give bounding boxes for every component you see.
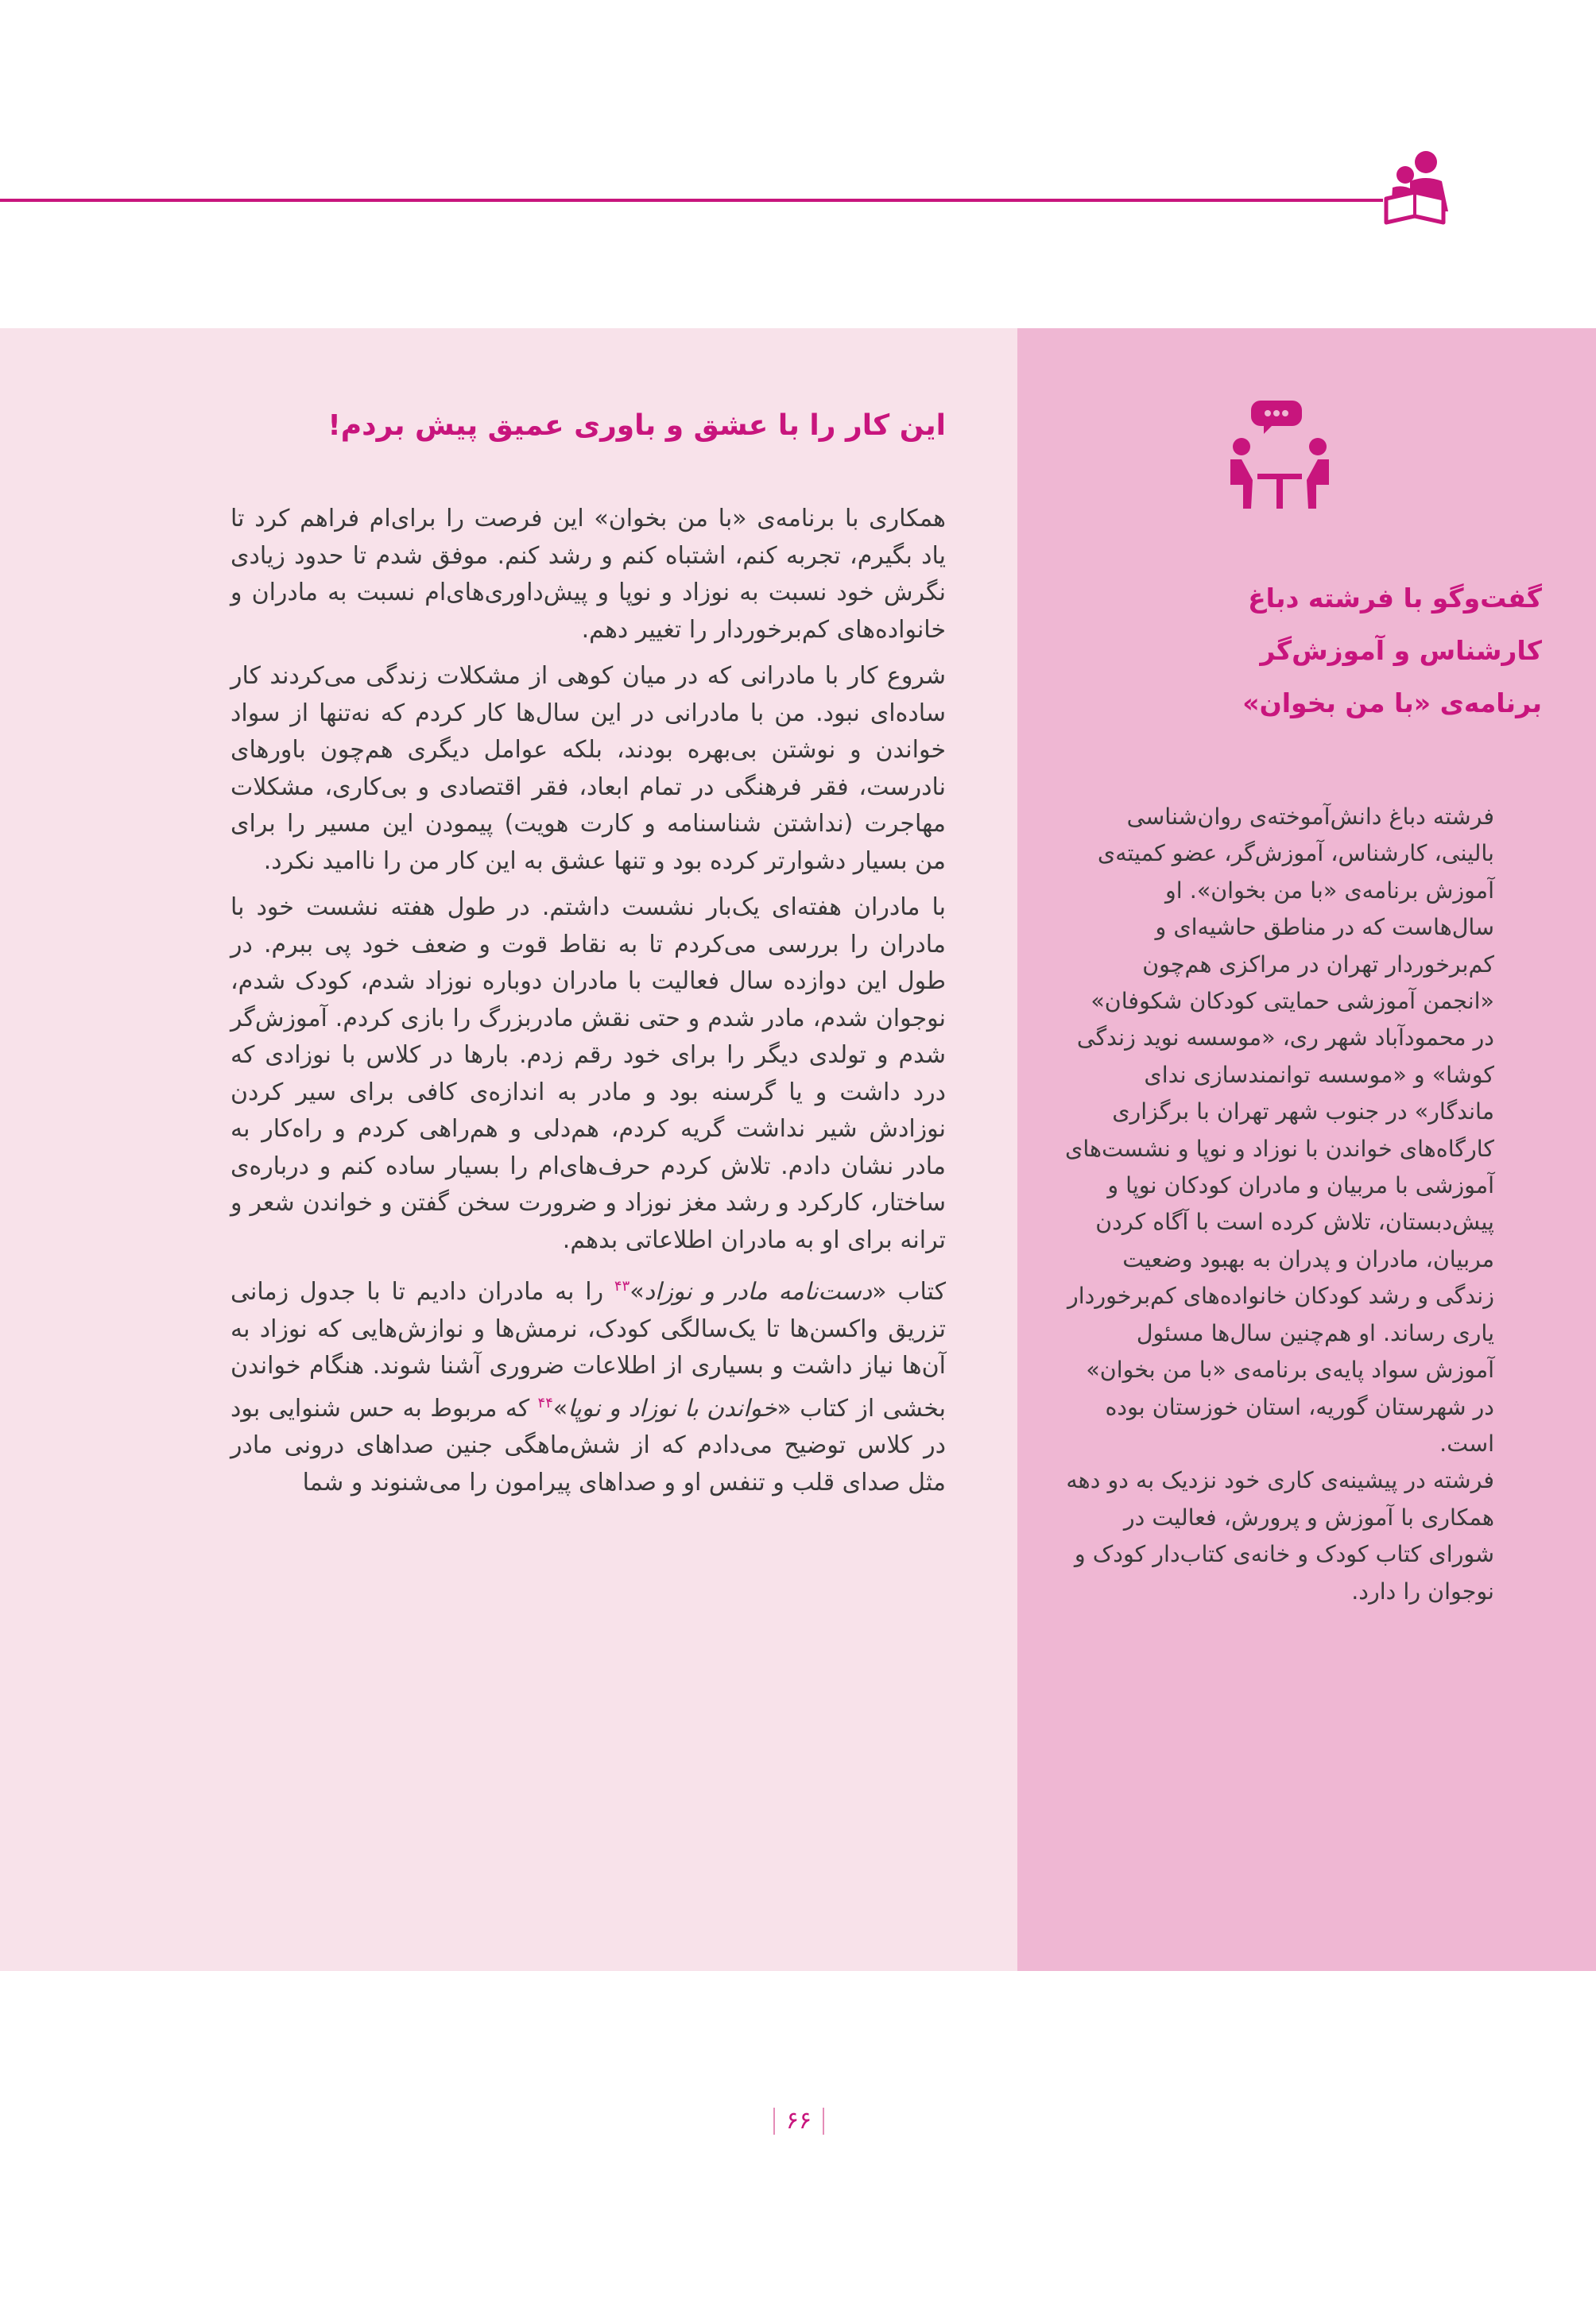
text-segment: » xyxy=(629,1278,645,1306)
reading-people-logo-icon xyxy=(1375,143,1462,230)
article-body xyxy=(230,501,946,1511)
text-segment: کتاب « xyxy=(872,1278,947,1306)
bio-paragraph-2: فرشته در پیشینه‌ی کاری خود نزدیک به دو دهه همکاری با آموزش و پرورش، فعالیت در شورای کتاب کودک و خانه‌ی کتاب‌دار کودک و نوجوان را دارد. xyxy=(1066,1467,1494,1605)
paragraph-1: همکاری با برنامه‌ی «با من بخوان» این فرصت را برای‌ام فراهم کرد تا یاد بگیرم، تجربه کنم، اشتباه کنم و رشد کنم. موفق شدم تا حدود زیادی نگرش خود نسبت به نوزاد و نوپا و پیش‌داوری‌های‌ام نسبت به مادران و خانواده‌های کم‌برخوردار را تغییر دهم. xyxy=(230,505,946,644)
text-segment: » xyxy=(552,1394,568,1423)
book-title: خواندن با نوزاد و نوپا xyxy=(568,1394,777,1423)
page-number-value: ۶۶ xyxy=(785,2107,812,2135)
text-segment: که مربوط به حس شنوایی بود در کلاس توضیح می‌دادم که از شش‌ماهگی جنین صداهای درونی مادر مثل صدای قلب و تنفس او و صداهای پیرامون را می‌شنوند و شما xyxy=(230,1394,946,1497)
heading-line: کارشناس و آموزش‌گر xyxy=(1260,635,1542,666)
footnote-ref: ۴۳ xyxy=(614,1278,630,1295)
two-people-conversation-icon xyxy=(1224,397,1335,517)
page-number-divider xyxy=(823,2108,824,2135)
text-segment: را به مادران دادیم تا با جدول زمانی تزریق واکسن‌ها تا یک‌سالگی کودک، نرمش‌ها و نوازش‌هایی که نوزاد به آن‌ها نیاز داشت و بسیاری از اطلاعات ضروری آشنا شوند. هنگام خواندن بخشی از کتاب « xyxy=(230,1278,946,1423)
footnote-ref: ۴۴ xyxy=(537,1394,553,1411)
paragraph-2: شروع کار با مادرانی که در میان کوهی از مشکلات زندگی می‌کردند کار ساده‌ای نبود. من با مادرانی در این سال‌ها کار کردم که نه‌تنها از سواد خواندن و نوشتن بی‌بهره بودند، بلکه عوامل دیگری هم‌چون باورهای نادرست، فقر فرهنگی در تمام ابعاد، فقر اقتصادی و بی‌کاری، مشکلات مهاجرت (نداشتن شناسنامه و کارت هویت) پیمودن این مسیر را برای من بسیار دشوارتر کرده بود و تنها عشق به این کار من را ناامید نکرد. xyxy=(230,662,946,875)
article-title: این کار را با عشق و باوری عمیق پیش بردم! xyxy=(327,409,946,442)
bio-paragraph-1: فرشته دباغ دانش‌آموخته‌ی روان‌شناسی بالینی، کارشناس، آموزش‌گر، عضو کمیته‌ی آموزش برنامه‌ی «با من بخوان». او سال‌هاست که در مناطق حاشیه‌ای و کم‌برخوردار تهران در مراکزی هم‌چون «انجمن آموزشی حمایتی کودکان شکوفان» در محمودآباد شهر ری، «موسسه نوید زندگی کوشا» و «موسسه توانمندسازی ندای ماندگار» در جنوب شهر تهران با برگزاری کارگاه‌های خواندن با نوزاد و نوپا و نشست‌های آموزشی با مربیان و مادران کودکان نوپا و پیش‌دبستان، تلاش کرده است با آگاه کردن مربیان، مادران و پدران به بهبود وضعیت زندگی و رشد کودکان خانواده‌های کم‌برخوردار یاری رساند. او هم‌چنین سال‌ها مسئول آموزش سواد پایه‌ی برنامه‌ی «با من بخوان» در شهرستان گوریه، استان خوزستان بوده است. xyxy=(1065,803,1494,1457)
sidebar-bio xyxy=(1065,799,1494,1610)
header-rule xyxy=(0,199,1383,202)
heading-line: برنامه‌ی «با من بخوان» xyxy=(1242,687,1542,718)
paragraph-4 xyxy=(230,1268,946,1501)
page-number xyxy=(739,2106,858,2146)
book-title: دست‌نامه مادر و نوزاد xyxy=(644,1278,873,1306)
heading-line: گفت‌وگو با فرشته دباغ xyxy=(1248,583,1542,614)
sidebar-heading xyxy=(1057,572,1542,730)
paragraph-3: با مادران هفته‌ای یک‌بار نشست داشتم. در طول هفته نشست خود با مادران را بررسی می‌کردم تا به نقاط قوت و ضعف خود پی ببرم. در طول این دوازده سال فعالیت با مادران دوباره نوزاد شدم، کودک شدم، نوجوان شدم، مادر شدم و حتی نقش مادربزرگ را بازی کردم. آموزش‌گر شدم و تولدی دیگر را برای خود رقم زدم. بارها در کلاس با نوزادی که درد داشت و یا گرسنه بود و مادر به اندازه‌ی کافی برای سیر کردن نوزادش شیر نداشت گریه کردم، هم‌دلی و هم‌راهی کردم و راه‌کار به مادر نشان دادم. تلاش کردم حرف‌های‌ام را بسیار ساده کنم و درباره‌ی ساختار، کارکرد و رشد مغز نوزاد و ضرورت سخن گفتن و خواندن شعر و ترانه برای او به مادران اطلاعاتی بدهم. xyxy=(230,893,946,1254)
page-number-divider xyxy=(773,2108,775,2135)
